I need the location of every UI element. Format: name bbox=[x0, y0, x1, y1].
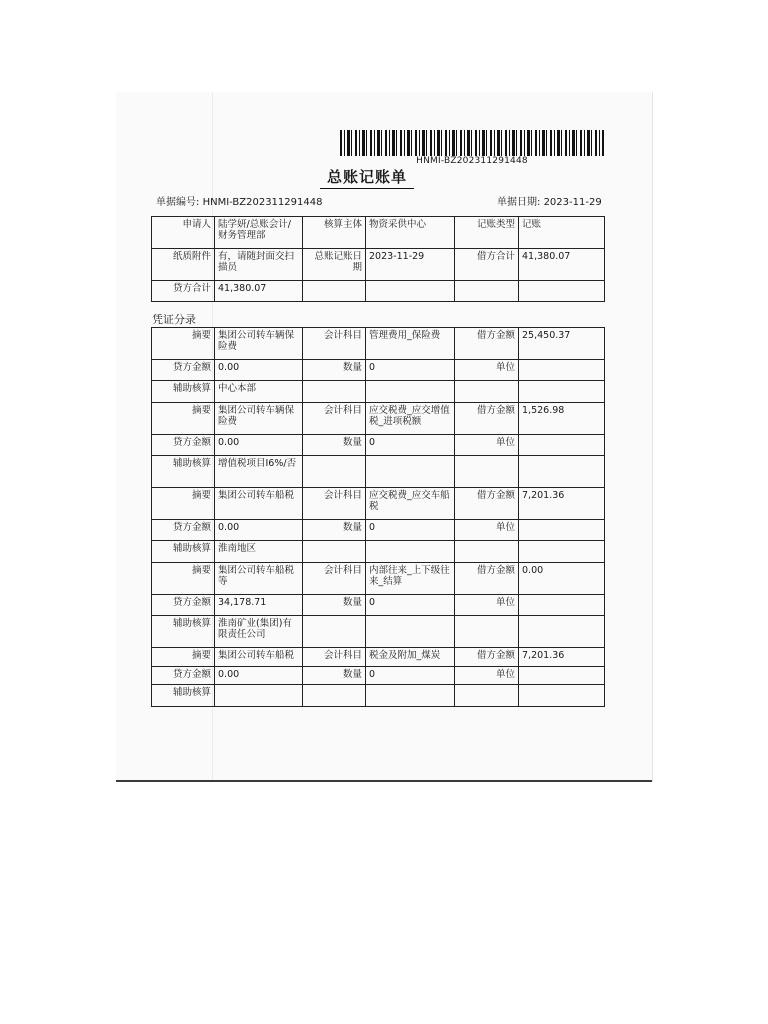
entry-row bbox=[152, 520, 605, 541]
entry-row bbox=[152, 403, 605, 435]
doc-date-value: 2023-11-29 bbox=[543, 197, 602, 208]
empty-cell bbox=[455, 281, 519, 302]
empty-cell bbox=[366, 281, 455, 302]
account-value: 内部往来_上下级往来_结算 bbox=[366, 563, 455, 595]
unit-value bbox=[519, 595, 605, 616]
entry-row bbox=[152, 595, 605, 616]
debit-label: 借方金额 bbox=[455, 563, 519, 595]
aux-value: 增值税项目I6%/否 bbox=[215, 456, 303, 488]
debit-label: 借方金额 bbox=[455, 488, 519, 520]
aux-value: 淮南地区 bbox=[215, 541, 303, 563]
qty-value: 0 bbox=[366, 435, 455, 456]
account-value: 应交税费_应交车船税 bbox=[366, 488, 455, 520]
empty-cell bbox=[366, 381, 455, 403]
credit-value: 0.00 bbox=[215, 435, 303, 456]
entry-row bbox=[152, 541, 605, 563]
credit-label: 贷方金额 bbox=[152, 595, 215, 616]
qty-label: 数量 bbox=[303, 667, 366, 685]
unit-value bbox=[519, 520, 605, 541]
empty-cell bbox=[519, 281, 605, 302]
credit-total-value: 41,380.07 bbox=[215, 281, 303, 302]
account-value: 税金及附加_煤炭 bbox=[366, 648, 455, 667]
credit-value: 0.00 bbox=[215, 520, 303, 541]
entries-table bbox=[151, 327, 605, 707]
entry-row bbox=[152, 488, 605, 520]
entry-row bbox=[152, 667, 605, 685]
credit-value: 0.00 bbox=[215, 360, 303, 381]
header-row bbox=[152, 249, 605, 281]
entry-row bbox=[152, 328, 605, 360]
debit-label: 借方金额 bbox=[455, 328, 519, 360]
summary-value: 集团公司转车船税等 bbox=[215, 563, 303, 595]
document-title: 总账记账单 bbox=[320, 166, 414, 189]
empty-cell bbox=[519, 541, 605, 563]
account-label: 会计科目 bbox=[303, 403, 366, 435]
summary-value: 集团公司转车船税 bbox=[215, 488, 303, 520]
empty-cell bbox=[519, 381, 605, 403]
post-date-label: 总账记账日期 bbox=[303, 249, 366, 281]
type-value: 记账 bbox=[519, 217, 605, 249]
entry-row bbox=[152, 563, 605, 595]
credit-total-label: 贷方合计 bbox=[152, 281, 215, 302]
summary-label: 摘要 bbox=[152, 403, 215, 435]
entity-label: 核算主体 bbox=[303, 217, 366, 249]
empty-cell bbox=[455, 616, 519, 648]
credit-label: 贷方金额 bbox=[152, 360, 215, 381]
debit-value: 25,450.37 bbox=[519, 328, 605, 360]
header-table bbox=[151, 216, 605, 302]
aux-label: 辅助核算 bbox=[152, 616, 215, 648]
header-row bbox=[152, 281, 605, 302]
credit-label: 贷方金额 bbox=[152, 667, 215, 685]
credit-value: 34,178.71 bbox=[215, 595, 303, 616]
qty-label: 数量 bbox=[303, 520, 366, 541]
qty-label: 数量 bbox=[303, 360, 366, 381]
credit-label: 贷方金额 bbox=[152, 435, 215, 456]
account-value: 应交税费_应交增值税_进项税额 bbox=[366, 403, 455, 435]
doc-number-label: 单据编号: bbox=[156, 197, 200, 208]
empty-cell bbox=[303, 541, 366, 563]
section-title: 凭证分录 bbox=[152, 313, 196, 326]
empty-cell bbox=[366, 456, 455, 488]
unit-label: 单位 bbox=[455, 595, 519, 616]
unit-label: 单位 bbox=[455, 520, 519, 541]
entry-row bbox=[152, 360, 605, 381]
empty-cell bbox=[366, 616, 455, 648]
unit-label: 单位 bbox=[455, 360, 519, 381]
empty-cell bbox=[303, 281, 366, 302]
unit-value bbox=[519, 667, 605, 685]
entry-row bbox=[152, 381, 605, 403]
debit-value: 1,526.98 bbox=[519, 403, 605, 435]
applicant-value: 陆学妍/总账会计/财务管理部 bbox=[215, 217, 303, 249]
empty-cell bbox=[366, 541, 455, 563]
summary-label: 摘要 bbox=[152, 328, 215, 360]
entry-row bbox=[152, 685, 605, 707]
account-value: 管理费用_保险费 bbox=[366, 328, 455, 360]
entity-value: 物资采供中心 bbox=[366, 217, 455, 249]
qty-value: 0 bbox=[366, 520, 455, 541]
account-label: 会计科目 bbox=[303, 563, 366, 595]
unit-value bbox=[519, 435, 605, 456]
unit-value bbox=[519, 360, 605, 381]
summary-value: 集团公司转车辆保险费 bbox=[215, 403, 303, 435]
empty-cell bbox=[303, 381, 366, 403]
account-label: 会计科目 bbox=[303, 648, 366, 667]
aux-label: 辅助核算 bbox=[152, 685, 215, 707]
doc-number bbox=[156, 193, 322, 208]
empty-cell bbox=[303, 456, 366, 488]
aux-label: 辅助核算 bbox=[152, 381, 215, 403]
entry-row bbox=[152, 616, 605, 648]
post-date-value: 2023-11-29 bbox=[366, 249, 455, 281]
doc-date bbox=[497, 193, 602, 208]
summary-label: 摘要 bbox=[152, 648, 215, 667]
scan-edge-line bbox=[116, 780, 652, 782]
empty-cell bbox=[303, 685, 366, 707]
empty-cell bbox=[519, 685, 605, 707]
attach-value: 有，请随封面交扫描员 bbox=[215, 249, 303, 281]
empty-cell bbox=[455, 456, 519, 488]
debit-label: 借方金额 bbox=[455, 648, 519, 667]
type-label: 记账类型 bbox=[455, 217, 519, 249]
attach-label: 纸质附件 bbox=[152, 249, 215, 281]
empty-cell bbox=[519, 456, 605, 488]
empty-cell bbox=[455, 685, 519, 707]
empty-cell bbox=[455, 381, 519, 403]
account-label: 会计科目 bbox=[303, 328, 366, 360]
unit-label: 单位 bbox=[455, 435, 519, 456]
entry-row bbox=[152, 648, 605, 667]
credit-label: 贷方金额 bbox=[152, 520, 215, 541]
doc-date-label: 单据日期: bbox=[497, 197, 541, 208]
summary-value: 集团公司转车辆保险费 bbox=[215, 328, 303, 360]
aux-value: 中心本部 bbox=[215, 381, 303, 403]
applicant-label: 申请人 bbox=[152, 217, 215, 249]
debit-value: 7,201.36 bbox=[519, 488, 605, 520]
unit-label: 单位 bbox=[455, 667, 519, 685]
aux-label: 辅助核算 bbox=[152, 541, 215, 563]
debit-value: 0.00 bbox=[519, 563, 605, 595]
empty-cell bbox=[303, 616, 366, 648]
barcode-number: HNMI-BZ202311291448 bbox=[416, 156, 528, 166]
empty-cell bbox=[366, 685, 455, 707]
qty-value: 0 bbox=[366, 595, 455, 616]
aux-label: 辅助核算 bbox=[152, 456, 215, 488]
summary-label: 摘要 bbox=[152, 563, 215, 595]
debit-label: 借方金额 bbox=[455, 403, 519, 435]
qty-label: 数量 bbox=[303, 435, 366, 456]
aux-value bbox=[215, 685, 303, 707]
aux-value: 淮南矿业(集团)有限责任公司 bbox=[215, 616, 303, 648]
entry-row bbox=[152, 456, 605, 488]
qty-value: 0 bbox=[366, 667, 455, 685]
credit-value: 0.00 bbox=[215, 667, 303, 685]
summary-label: 摘要 bbox=[152, 488, 215, 520]
qty-value: 0 bbox=[366, 360, 455, 381]
doc-number-value: HNMI-BZ202311291448 bbox=[202, 197, 323, 208]
debit-total-value: 41,380.07 bbox=[519, 249, 605, 281]
barcode-icon bbox=[340, 130, 604, 156]
empty-cell bbox=[519, 616, 605, 648]
empty-cell bbox=[455, 541, 519, 563]
header-row bbox=[152, 217, 605, 249]
debit-total-label: 借方合计 bbox=[455, 249, 519, 281]
summary-value: 集团公司转车船税 bbox=[215, 648, 303, 667]
debit-value: 7,201.36 bbox=[519, 648, 605, 667]
account-label: 会计科目 bbox=[303, 488, 366, 520]
qty-label: 数量 bbox=[303, 595, 366, 616]
entry-row bbox=[152, 435, 605, 456]
